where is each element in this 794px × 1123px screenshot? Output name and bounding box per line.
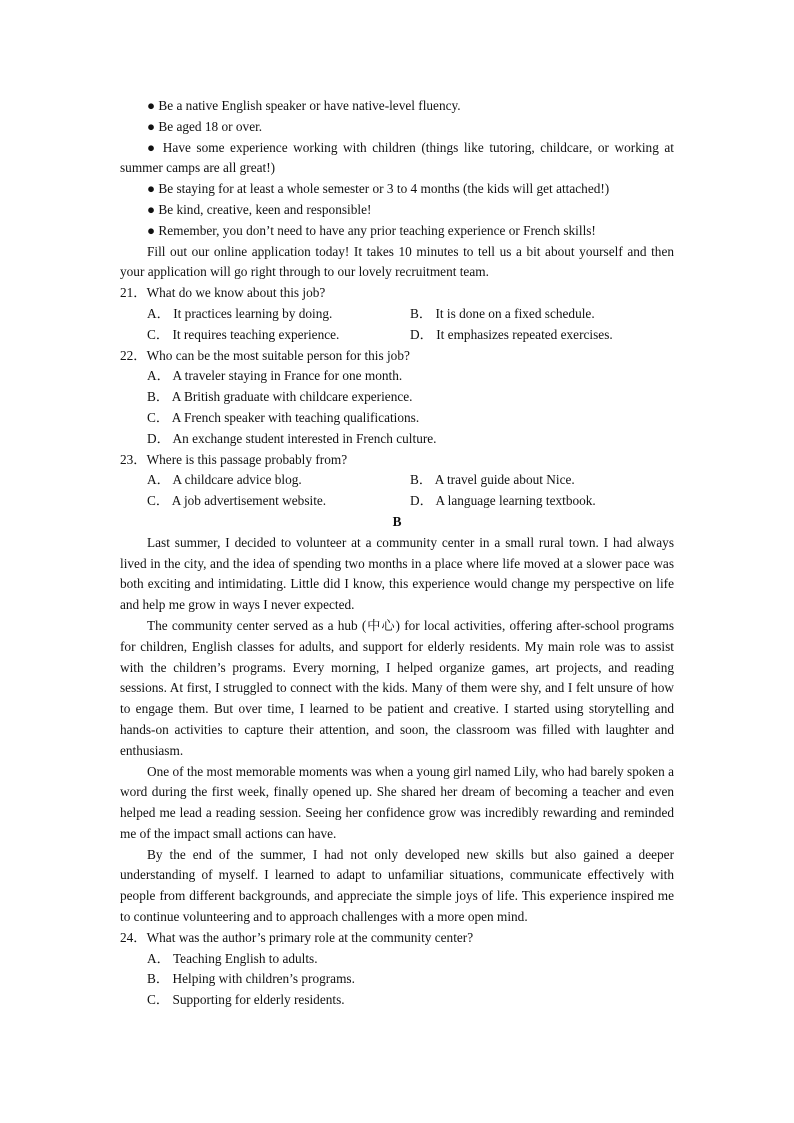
requirement-bullet: ● Be aged 18 or over. xyxy=(147,118,263,134)
option-c[interactable]: C． Supporting for elderly residents. xyxy=(147,992,345,1008)
question-22 xyxy=(120,346,674,450)
passage-paragraph: Last summer, I decided to volunteer at a community center in a small rural town. I had always lived in the city, and the idea of spending two months in a place where life moved at a slower pace was both exciting and intimidating. Little did I know, this experience would change my perspective on life and help me grow in ways I never expected. xyxy=(120,534,674,613)
question-text: What do we know about this job? xyxy=(146,285,326,301)
question-23 xyxy=(120,450,674,512)
requirement-bullet: ● Remember, you don’t need to have any prior teaching experience or French skills! xyxy=(147,222,596,238)
question-stem xyxy=(120,928,674,949)
option-d[interactable]: D． An exchange student interested in French culture. xyxy=(147,430,437,446)
passage-b xyxy=(120,533,674,928)
options-row xyxy=(120,491,674,512)
option-d[interactable]: D． It emphasizes repeated exercises. xyxy=(410,326,613,342)
option-a[interactable]: A． It practices learning by doing. xyxy=(147,305,333,321)
question-text: Who can be the most suitable person for this job? xyxy=(146,347,410,363)
question-number: 24． xyxy=(120,929,147,945)
options-row xyxy=(120,470,674,491)
question-text: What was the author’s primary role at the community center? xyxy=(146,929,474,945)
requirement-bullet: ● Be staying for at least a whole semester or 3 to 4 months (the kids will get attached!) xyxy=(147,181,610,197)
section-b-title: B xyxy=(392,513,402,529)
option-d[interactable]: D． A language learning textbook. xyxy=(410,493,596,509)
option-b[interactable]: B． It is done on a fixed schedule. xyxy=(410,305,595,321)
question-text: Where is this passage probably from? xyxy=(146,451,348,467)
closing-paragraph: Fill out our online application today! It takes 10 minutes to tell us a bit about yourself and then your application will go right through to our lovely recruitment team. xyxy=(120,243,674,280)
question-number: 21． xyxy=(120,285,147,301)
requirement-bullet: ● Be kind, creative, keen and responsible! xyxy=(147,201,372,217)
option-b[interactable]: B． A British graduate with childcare experience. xyxy=(147,389,413,405)
option-c[interactable]: C． A job advertisement website. xyxy=(147,493,327,509)
options-row xyxy=(120,304,674,325)
exam-page xyxy=(120,96,674,1011)
requirements-list xyxy=(120,96,674,242)
question-number: 23． xyxy=(120,451,147,467)
question-21 xyxy=(120,283,674,345)
passage-paragraph: One of the most memorable moments was when a young girl named Lily, who had barely spoken a word during the first week, finally opened up. She shared her dream of becoming a teacher and even helped me lead a reading session. Seeing her confidence grow was incredibly rewarding and reminded me of the impact small actions can have. xyxy=(120,763,674,841)
option-a[interactable]: A． A childcare advice blog. xyxy=(147,472,302,488)
option-a[interactable]: A． Teaching English to adults. xyxy=(147,950,318,966)
requirement-bullet: ● Be a native English speaker or have native-level fluency. xyxy=(147,98,461,113)
options-row xyxy=(120,325,674,346)
question-stem xyxy=(120,283,674,304)
option-c[interactable]: C． It requires teaching experience. xyxy=(147,326,340,342)
option-b[interactable]: B． A travel guide about Nice. xyxy=(410,472,575,488)
question-number: 22． xyxy=(120,347,147,363)
passage-paragraph: By the end of the summer, I had not only developed new skills but also gained a deeper understanding of myself. I learned to adapt to unfamiliar situations, communicate effectively with people from different backgrounds, and appreciate the simple joys of life. This experience inspired me to continue volunteering and to approach challenges with a more open mind. xyxy=(120,846,674,925)
option-a[interactable]: A． A traveler staying in France for one month. xyxy=(147,368,403,384)
question-stem xyxy=(120,346,674,367)
passage-paragraph: The community center served as a hub (中心) for local activities, offering after-school programs for children, English classes for adults, and support for elderly residents. My main role was to assist with the children’s programs. Every morning, I helped organize games, art projects, and reading sessions. At first, I struggled to connect with the kids. Many of them were shy, and I felt unsure of how to engage them. But over time, I learned to be patient and creative. I started using storytelling and hands-on activities to capture their attention, and soon, the classroom was filled with laughter and enthusiasm. xyxy=(120,617,674,758)
question-stem xyxy=(120,450,674,471)
requirement-bullet: ● Have some experience working with children (things like tutoring, childcare, or working at summer camps are all great!) xyxy=(120,139,674,176)
question-24 xyxy=(120,928,674,1011)
option-b[interactable]: B． Helping with children’s programs. xyxy=(147,971,355,987)
option-c[interactable]: C． A French speaker with teaching qualifications. xyxy=(147,409,420,425)
